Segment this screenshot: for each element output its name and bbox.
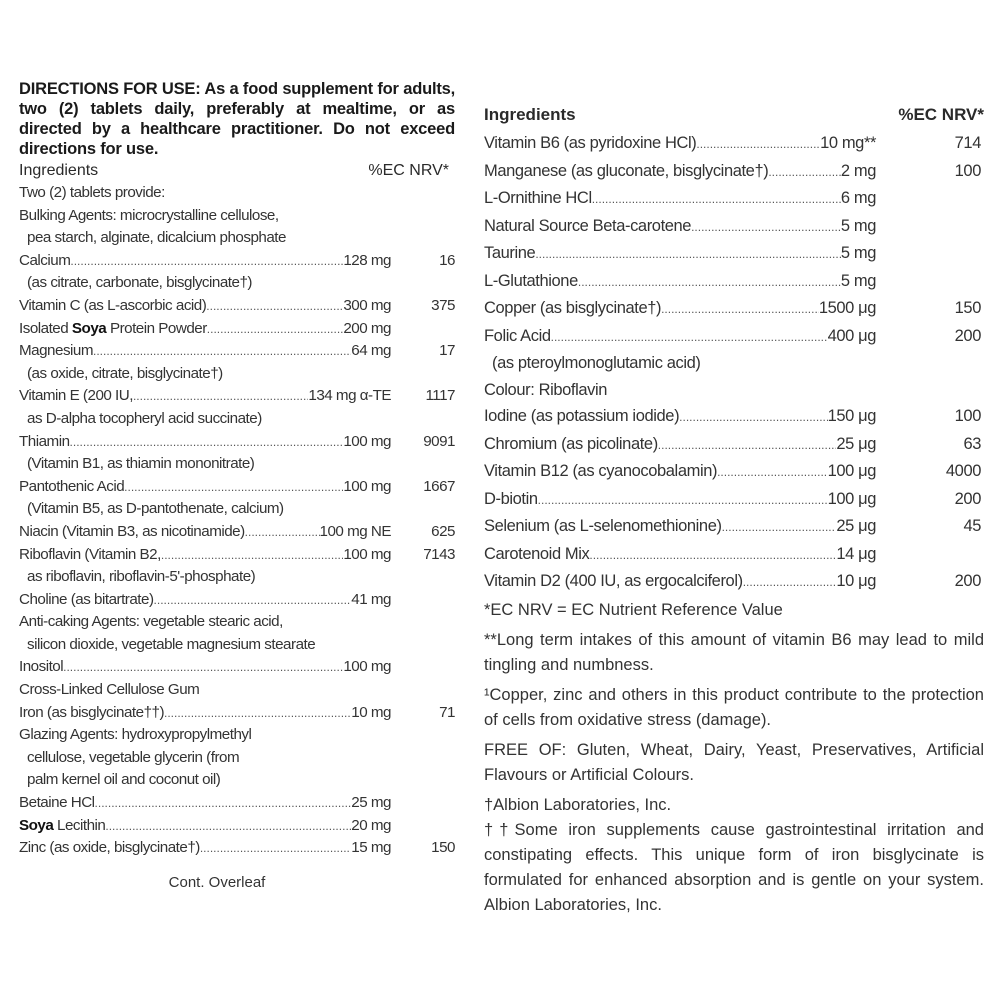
leader-dots xyxy=(133,385,308,408)
leader-dots xyxy=(679,403,827,431)
ingredient-nrv: 4000 xyxy=(945,462,981,480)
ingredient-amount: 10 μg xyxy=(836,572,876,590)
ingredient-name: Carotenoid Mix xyxy=(484,544,590,563)
ingredient-text: palm kernel oil and coconut oil) xyxy=(27,771,221,789)
leader-dots xyxy=(768,158,841,186)
ingredient-amount: 400 μg xyxy=(827,326,876,345)
ingredient-nrv: 200 xyxy=(954,489,981,508)
leader-dots xyxy=(722,513,837,541)
ingredient-row xyxy=(484,486,984,514)
ingredient-amount: 1500 μg xyxy=(818,299,876,317)
ingredient-name: Calcium xyxy=(19,251,71,269)
ingredient-amount: 14 μg xyxy=(836,544,876,563)
ingredient-row xyxy=(19,815,455,838)
ingredient-row xyxy=(19,544,455,567)
ingredient-nrv: 200 xyxy=(954,326,981,345)
ingredients-label: Ingredients xyxy=(19,162,99,179)
ingredient-name: Thiamin xyxy=(19,432,70,450)
ingredient-row xyxy=(19,272,455,295)
ingredient-row xyxy=(19,769,455,792)
ingredient-text: Colour: Riboflavin xyxy=(484,380,608,399)
nrv-header: %EC NRV* xyxy=(368,162,449,179)
ingredient-row xyxy=(484,158,984,186)
ingredient-amount: 100 mg xyxy=(343,545,391,563)
ingredient-amount: 6 mg xyxy=(840,189,876,207)
ingredient-row xyxy=(484,295,984,323)
ingredient-row xyxy=(19,679,455,702)
ingredient-nrv: 71 xyxy=(439,703,455,721)
ingredient-nrv: 625 xyxy=(431,522,455,540)
ingredient-row xyxy=(19,227,455,250)
ingredient-row xyxy=(19,498,455,521)
ingredient-nrv: 150 xyxy=(954,299,981,317)
ingredient-amount: 20 mg xyxy=(351,816,391,834)
leader-dots xyxy=(661,295,819,323)
leader-dots xyxy=(658,431,837,459)
ingredient-nrv: 375 xyxy=(431,296,455,314)
ingredient-amount: 100 mg NE xyxy=(319,522,391,540)
leader-dots xyxy=(207,318,344,341)
ingredient-row xyxy=(484,213,984,241)
leader-dots xyxy=(105,815,351,838)
ingredient-row xyxy=(484,568,984,596)
ingredient-name: Manganese (as gluconate, bisglycinate†) xyxy=(484,161,769,180)
leader-dots xyxy=(95,792,352,815)
ingredient-text: as D-alpha tocopheryl acid succinate) xyxy=(27,409,262,427)
ingredient-nrv: 200 xyxy=(954,572,981,590)
ingredient-row xyxy=(19,837,455,860)
leader-dots xyxy=(161,544,343,567)
ingredient-row xyxy=(19,702,455,725)
ingredient-amount: 10 mg** xyxy=(820,134,876,152)
ingredient-row xyxy=(19,453,455,476)
ingredient-row xyxy=(19,634,455,657)
ingredient-row xyxy=(19,250,455,273)
leader-dots xyxy=(691,213,841,241)
ingredient-amount: 41 mg xyxy=(351,590,391,608)
ingredient-name: Vitamin B6 (as pyridoxine HCl) xyxy=(484,134,697,152)
leader-dots xyxy=(63,656,343,679)
ingredient-nrv: 714 xyxy=(954,134,981,152)
leader-dots xyxy=(206,295,343,318)
b6-warning-note: **Long term intakes of this amount of vitamin B6 may lead to mild tingling and numbness. xyxy=(484,630,984,674)
ingredient-name: Chromium (as picolinate) xyxy=(484,434,658,453)
ingredient-row xyxy=(19,521,455,544)
ingredient-nrv: 100 xyxy=(954,407,981,425)
ingredient-text: (as oxide, citrate, bisglycinate†) xyxy=(27,364,223,382)
cont-overleaf: Cont. Overleaf xyxy=(168,873,266,891)
ingredient-row xyxy=(484,350,984,377)
leader-dots xyxy=(245,521,320,544)
ingredient-name: Vitamin E (200 IU, xyxy=(19,387,133,405)
ingredients-header-left xyxy=(19,160,455,182)
ingredient-row xyxy=(19,295,455,318)
ingredient-name: Zinc (as oxide, bisglycinate†) xyxy=(19,839,200,857)
ingredient-nrv: 1117 xyxy=(425,387,455,405)
leader-dots xyxy=(578,268,841,296)
ingredient-row xyxy=(19,656,455,679)
ingredient-name: Choline (as bitartrate) xyxy=(19,590,154,608)
ingredient-row xyxy=(484,268,984,296)
ingredient-amount: 100 μg xyxy=(827,462,876,480)
right-ingredient-list xyxy=(484,130,984,596)
ingredient-text: Glazing Agents: hydroxypropylmethyl xyxy=(19,726,252,744)
ingredient-amount: 128 mg xyxy=(343,251,391,269)
ingredient-name: Vitamin B12 (as cyanocobalamin) xyxy=(484,462,718,480)
ingredient-nrv: 150 xyxy=(431,839,455,857)
ingredient-amount: 5 mg xyxy=(840,244,876,262)
ingredient-name: Vitamin C (as L-ascorbic acid) xyxy=(19,296,207,314)
ingredient-amount: 150 μg xyxy=(827,407,876,425)
ingredient-row xyxy=(484,323,984,351)
ingredient-amount: 25 mg xyxy=(351,794,391,812)
ingredient-text: cellulose, vegetable glycerin (from xyxy=(27,748,240,766)
ingredient-nrv: 100 xyxy=(954,161,981,180)
ingredient-row xyxy=(484,431,984,459)
ingredient-name: D-biotin xyxy=(484,489,538,508)
ingredient-name: Soya Lecithin xyxy=(19,816,106,834)
ingredient-name: Niacin (Vitamin B3, as nicotinamide) xyxy=(19,522,245,540)
ingredient-amount: 134 mg α-TE xyxy=(308,387,391,405)
copper-zinc-note: ¹Copper, zinc and others in this product contribute to the protection of cells from oxidative stress (damage). xyxy=(484,685,984,729)
ingredient-row xyxy=(484,240,984,268)
ingredient-text: pea starch, alginate, dicalcium phosphate xyxy=(27,229,286,247)
ingredient-amount: 2 mg xyxy=(840,161,876,180)
ingredient-row xyxy=(484,403,984,431)
ingredient-amount: 200 mg xyxy=(343,319,391,337)
ingredient-name: Selenium (as L-selenomethionine) xyxy=(484,517,722,535)
ingredient-name: Iron (as bisglycinate††) xyxy=(19,703,165,721)
ingredient-name: Isolated Soya Protein Powder xyxy=(19,319,207,337)
ingredient-row xyxy=(19,747,455,770)
leader-dots xyxy=(93,340,351,363)
ingredient-text: Anti-caking Agents: vegetable stearic acid, xyxy=(19,613,283,631)
ingredient-amount: 5 mg xyxy=(840,216,876,235)
leader-dots xyxy=(70,431,344,454)
leader-dots xyxy=(592,185,841,213)
iron-note: ††Some iron supplements cause gastrointestinal irritation and constipating effects. This unique form of iron bisglycinate is formulated for enhanced absorption and is gentle on your system. Albion Laboratories, Inc. xyxy=(484,820,984,914)
free-of-note: FREE OF: Gluten, Wheat, Dairy, Yeast, Preservatives, Artificial Flavours or Artificial Colours. xyxy=(484,740,984,784)
ingredient-row xyxy=(19,724,455,747)
ingredient-nrv: 7143 xyxy=(423,545,455,563)
ingredient-text: (Vitamin B5, as D-pantothenate, calcium) xyxy=(27,500,284,518)
ingredient-text: Bulking Agents: microcrystalline cellulose, xyxy=(19,206,279,224)
ingredient-nrv: 16 xyxy=(439,251,455,269)
ingredient-nrv: 9091 xyxy=(423,432,455,450)
ingredient-name: Magnesium xyxy=(19,342,94,360)
allergen-bold: Soya xyxy=(19,816,54,834)
ingredient-amount: 300 mg xyxy=(343,296,391,314)
ingredient-name: Inositol xyxy=(19,658,64,676)
ingredient-row xyxy=(19,792,455,815)
ingredient-row xyxy=(19,385,455,408)
leader-dots xyxy=(589,541,836,569)
ingredient-row xyxy=(484,458,984,486)
ingredient-row xyxy=(19,318,455,341)
ingredient-nrv: 1667 xyxy=(423,477,455,495)
ingredient-row xyxy=(19,611,455,634)
right-column xyxy=(484,101,984,918)
ingredient-row xyxy=(19,476,455,499)
ingredient-text: (as citrate, carbonate, bisglycinate†) xyxy=(27,274,252,292)
albion-note: †Albion Laboratories, Inc. xyxy=(484,795,672,814)
ingredient-amount: 15 mg xyxy=(351,839,391,857)
ingredient-amount: 100 μg xyxy=(827,489,876,508)
ingredient-row xyxy=(19,431,455,454)
ingredient-text: Cross-Linked Cellulose Gum xyxy=(19,681,200,699)
ingredient-row xyxy=(19,363,455,386)
ingredient-amount: 5 mg xyxy=(840,271,876,290)
ingredient-nrv: 45 xyxy=(963,517,981,535)
ingredient-name: Riboflavin (Vitamin B2, xyxy=(19,545,161,563)
nrv-definition-note: *EC NRV = EC Nutrient Reference Value xyxy=(484,600,783,619)
ingredient-text: as riboflavin, riboflavin-5'-phosphate) xyxy=(27,568,256,586)
directions-for-use: DIRECTIONS FOR USE: As a food supplement for adults, two (2) tablets daily, preferably at mealtime, or as directed by a healthcare practitioner. Do not exceed directions for use. xyxy=(19,80,455,158)
ingredient-nrv: 63 xyxy=(963,434,981,453)
leader-dots xyxy=(124,476,343,499)
ingredient-name: Vitamin D2 (400 IU, as ergocalciferol) xyxy=(484,572,743,590)
ingredient-amount: 25 μg xyxy=(836,517,876,535)
ingredient-amount: 100 mg xyxy=(343,432,391,450)
ingredient-name: L-Ornithine HCl xyxy=(484,189,592,207)
ingredient-name: Pantothenic Acid xyxy=(19,477,125,495)
ingredient-amount: 10 mg xyxy=(351,703,391,721)
intro-row: Two (2) tablets provide: xyxy=(19,184,165,201)
leader-dots xyxy=(538,486,828,514)
ingredient-row xyxy=(19,408,455,431)
ingredient-amount: 64 mg xyxy=(351,342,391,360)
ingredient-nrv: 17 xyxy=(439,342,455,360)
ingredient-name: Taurine xyxy=(484,244,536,262)
leader-dots xyxy=(743,568,837,596)
ingredient-name: Betaine HCl xyxy=(19,794,95,812)
leader-dots xyxy=(200,837,351,860)
ingredient-text: (as pteroylmonoglutamic acid) xyxy=(492,354,701,372)
leader-dots xyxy=(164,702,351,725)
ingredient-row xyxy=(19,340,455,363)
ingredient-name: L-Glutathione xyxy=(484,271,578,290)
ingredient-row xyxy=(484,130,984,158)
allergen-bold: Soya xyxy=(71,319,107,337)
leader-dots xyxy=(535,240,841,268)
left-column xyxy=(19,79,455,891)
ingredient-row xyxy=(19,589,455,612)
leader-dots xyxy=(551,323,828,351)
ingredient-amount: 100 mg xyxy=(343,477,391,495)
ingredient-name: Folic Acid xyxy=(484,326,551,345)
ingredients-label: Ingredients xyxy=(484,105,576,124)
ingredient-row xyxy=(484,541,984,569)
leader-dots xyxy=(154,589,352,612)
ingredients-header-right xyxy=(484,102,984,128)
ingredient-name: Iodine (as potassium iodide) xyxy=(484,407,680,425)
ingredient-row xyxy=(19,205,455,228)
leader-dots xyxy=(696,130,820,158)
ingredient-amount: 25 μg xyxy=(836,434,876,453)
left-ingredient-list xyxy=(19,205,455,860)
ingredient-name: Natural Source Beta-carotene xyxy=(484,216,692,235)
ingredient-row xyxy=(484,377,984,404)
leader-dots xyxy=(70,250,343,273)
leader-dots xyxy=(717,458,828,486)
ingredient-amount: 100 mg xyxy=(343,658,391,676)
ingredient-text: silicon dioxide, vegetable magnesium stearate xyxy=(27,635,316,653)
ingredient-text: (Vitamin B1, as thiamin mononitrate) xyxy=(27,455,255,473)
ingredient-row xyxy=(484,513,984,541)
nrv-header: %EC NRV* xyxy=(898,105,984,124)
ingredient-name: Copper (as bisglycinate†) xyxy=(484,299,662,317)
ingredient-row xyxy=(484,185,984,213)
ingredient-row xyxy=(19,566,455,589)
